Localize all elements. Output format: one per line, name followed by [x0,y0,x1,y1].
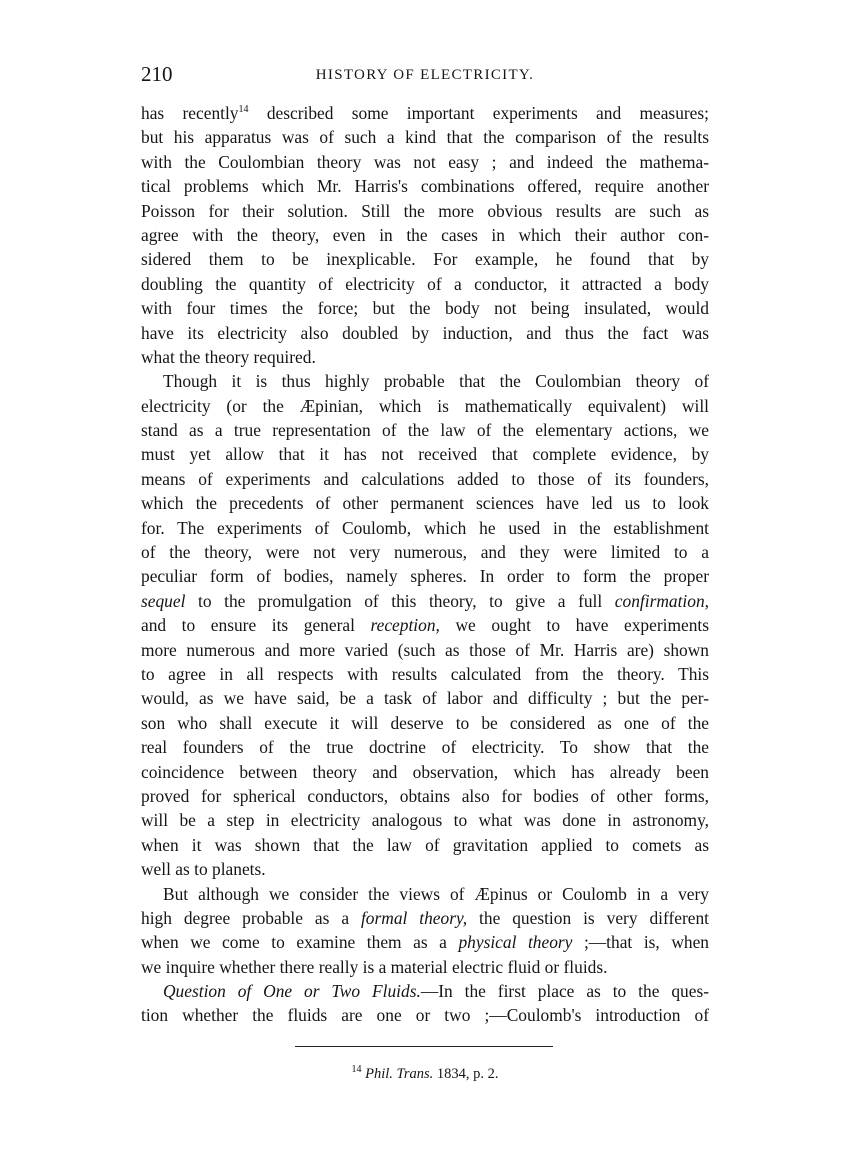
text-line: more numerous and more varied (such as those of Mr. Harris are) shown [141,639,709,660]
text-line: son who shall execute it will deserve to be considered as one of the [141,712,709,733]
text-line: with four times the force; but the body not being insulated, would [141,298,709,319]
body-text [141,101,709,1028]
text-line: stand as a true representation of the law of the elementary actions, we [141,420,709,441]
text-line: have its electricity also doubled by induction, and thus the fact was [141,322,709,343]
text-line: for. The experiments of Coulomb, which he used in the establishment [141,517,709,538]
text-line: will be a step in electricity analogous to what was done in astronomy, [141,810,709,831]
text-line: means of experiments and calculations added to those of its founders, [141,468,709,489]
footnote: $^{14}$ Phil. Trans. 1834, p. 2. [351,1064,499,1082]
text-line: but his apparatus was of such a kind that the comparison of the results [141,127,709,148]
footnote-ref: 14 [238,104,249,116]
text-line: well as to planets. [141,859,266,880]
running-head: HISTORY OF ELECTRICITY. [315,67,535,83]
text-line: electricity (or the Æpinian, which is mathematically equivalent) will [141,395,709,416]
text-line: doubling the quantity of electricity of a conductor, it attracted a body [141,273,709,294]
text-line: tion whether the fluids are one or two ;—Coulomb's introduction of [141,1005,709,1026]
text-line: coincidence between theory and observation, which has already been [141,761,709,782]
text-line: tical problems which Mr. Harris's combinations offered, require another [141,176,709,197]
text-line: sequel to the promulgation of this theory, to give a full confirmation, [141,590,709,611]
text-line: when it was shown that the law of gravitation applied to comets as [141,834,709,855]
text-line: which the precedents of other permanent sciences have led us to look [141,493,709,514]
text-line: real founders of the true doctrine of electricity. To show that the [141,737,709,758]
text-line: when we come to examine them as a physical theory ;—that is, when [141,932,709,953]
text-line: with the Coulombian theory was not easy ; and indeed the mathema- [141,151,709,172]
text-line: Question of One or Two Fluids.—In the first place as to the ques- [163,981,710,1002]
page-header [141,62,709,86]
footnote-marker: 14 [351,1064,362,1076]
text-line: what the theory required. [141,346,316,367]
text-line: But although we consider the views of Æpinus or Coulomb in a very [163,883,709,904]
text-line: would, as we have said, be a task of labor and difficulty ; but the per- [141,688,709,709]
text-line: we inquire whether there really is a material electric fluid or fluids. [141,956,608,977]
text-line: must yet allow that it has not received that complete evidence, by [141,444,709,465]
text-line: sidered them to be inexplicable. For example, he found that by [141,249,709,270]
text-line: to agree in all respects with results calculated from the theory. This [141,663,709,684]
text-line: has recently$^{14}$ described some important experiments and measures; [141,103,709,123]
page-number: 210 [141,62,173,86]
footnote-divider [295,1046,553,1047]
text-line: and to ensure its general reception, we ought to have experiments [141,615,709,636]
text-line: Though it is thus highly probable that the Coulombian theory of [163,371,709,392]
text-line: of the theory, were not very numerous, and they were limited to a [141,542,709,563]
text-line: agree with the theory, even in the cases in which their author con- [141,224,709,245]
text-line: Poisson for their solution. Still the more obvious results are such as [141,200,709,221]
text-line: high degree probable as a formal theory, the question is very different [141,907,710,928]
text-line: proved for spherical conductors, obtains also for bodies of other forms, [141,785,709,806]
text-line: peculiar form of bodies, namely spheres. In order to form the proper [141,566,709,587]
